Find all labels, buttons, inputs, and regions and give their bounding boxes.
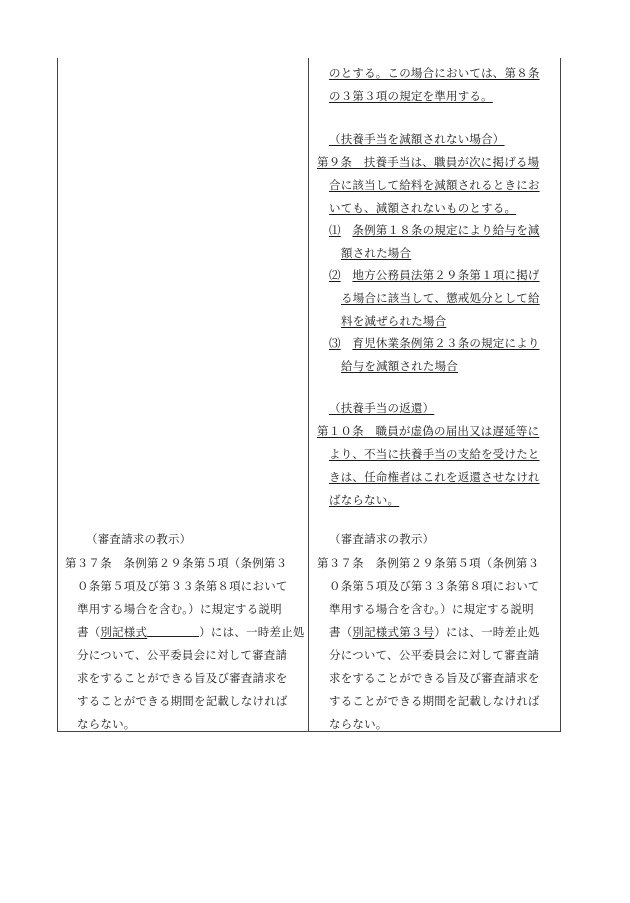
art9-item-2-cont: 料を減ぜられた場合 (341, 314, 447, 328)
right-art37-heading: （審査請求の教示） (329, 532, 435, 546)
art9-item-3 (329, 336, 540, 350)
art9-line: 合に該当して給料を減額されるときにお (329, 178, 540, 192)
left-column (58, 58, 308, 731)
art9-line: 第９条 扶養手当は、職員が次に掲げる場 (317, 155, 540, 169)
left-art37-line: することができる期間を記載しなければ (77, 694, 288, 708)
item-number: ⑶ (329, 336, 341, 350)
left-form-blank (147, 625, 199, 637)
right-art37-line: 第３７条 条例第２９条第５項（条例第３ (317, 556, 540, 570)
right-form-prefix: 書（ (329, 625, 353, 639)
right-top-line: のとする。この場合においては、第８条 (329, 66, 540, 80)
right-form-ref: 別記様式第３号 (352, 625, 435, 639)
item-number: ⑵ (329, 268, 341, 282)
left-form-suffix: ）には、一時差止処 (199, 625, 305, 639)
art10-line: より、不当に扶養手当の支給を受けたと (329, 447, 540, 461)
left-form-prefix: 書（ (77, 625, 101, 639)
left-art37-line-form (77, 625, 305, 639)
item-text: 条例第１８条の規定により給与を減 (352, 223, 540, 237)
art10-heading: （扶養手当の返還） (329, 401, 435, 415)
right-art37-line: 分について、公平委員会に対して審査請 (329, 648, 540, 662)
left-art37-heading: （審査請求の教示） (86, 532, 192, 546)
left-form-ref: 別記様式 (100, 625, 148, 639)
right-column (309, 58, 562, 731)
art9-item-1-cont: 額された場合 (341, 246, 412, 260)
left-art37-line: 準用する場合を含む。）に規定する説明 (77, 602, 282, 616)
art9-line: いても、減額されないものとする。 (329, 201, 517, 215)
art10-line: きは、任命権者はこれを返還させなけれ (329, 470, 540, 484)
left-art37-line: ０条第５項及び第３３条第８項において (77, 579, 288, 593)
art9-heading: （扶養手当を減額されない場合） (329, 132, 505, 146)
right-form-suffix: ）には、一時差止処 (434, 625, 540, 639)
right-art37-line: ならない。 (329, 717, 388, 731)
right-art37-line: 求をすることができる旨及び審査請求を (329, 671, 540, 685)
art9-item-2-cont: る場合に該当して、懲戒処分として給 (341, 291, 540, 305)
right-art37-line: することができる期間を記載しなければ (329, 694, 540, 708)
item-text: 育児休業条例第２３条の規定により (352, 336, 540, 350)
right-art37-line-form (329, 625, 540, 639)
left-art37-line: 第３７条 条例第２９条第５項（条例第３ (65, 556, 288, 570)
left-art37-line: ならない。 (77, 717, 136, 731)
left-art37-line: 分について、公平委員会に対して審査請 (77, 648, 288, 662)
left-art37-line: 求をすることができる旨及び審査請求を (77, 671, 288, 685)
art9-item-3-cont: 給与を減額された場合 (341, 359, 458, 373)
item-number: ⑴ (329, 223, 341, 237)
right-art37-line: 準用する場合を含む。）に規定する説明 (329, 602, 534, 616)
art10-line: 第１０条 職員が虚偽の届出又は遅延等に (317, 424, 540, 438)
right-top-line: の３第３項の規定を準用する。 (329, 89, 493, 103)
art9-item-1 (329, 223, 540, 237)
item-text: 地方公務員法第２９条第１項に掲げ (352, 268, 540, 282)
art9-item-2 (329, 268, 540, 282)
art10-line: ばならない。 (329, 493, 400, 507)
right-art37-line: ０条第５項及び第３３条第８項において (329, 579, 540, 593)
comparison-table (57, 58, 561, 732)
